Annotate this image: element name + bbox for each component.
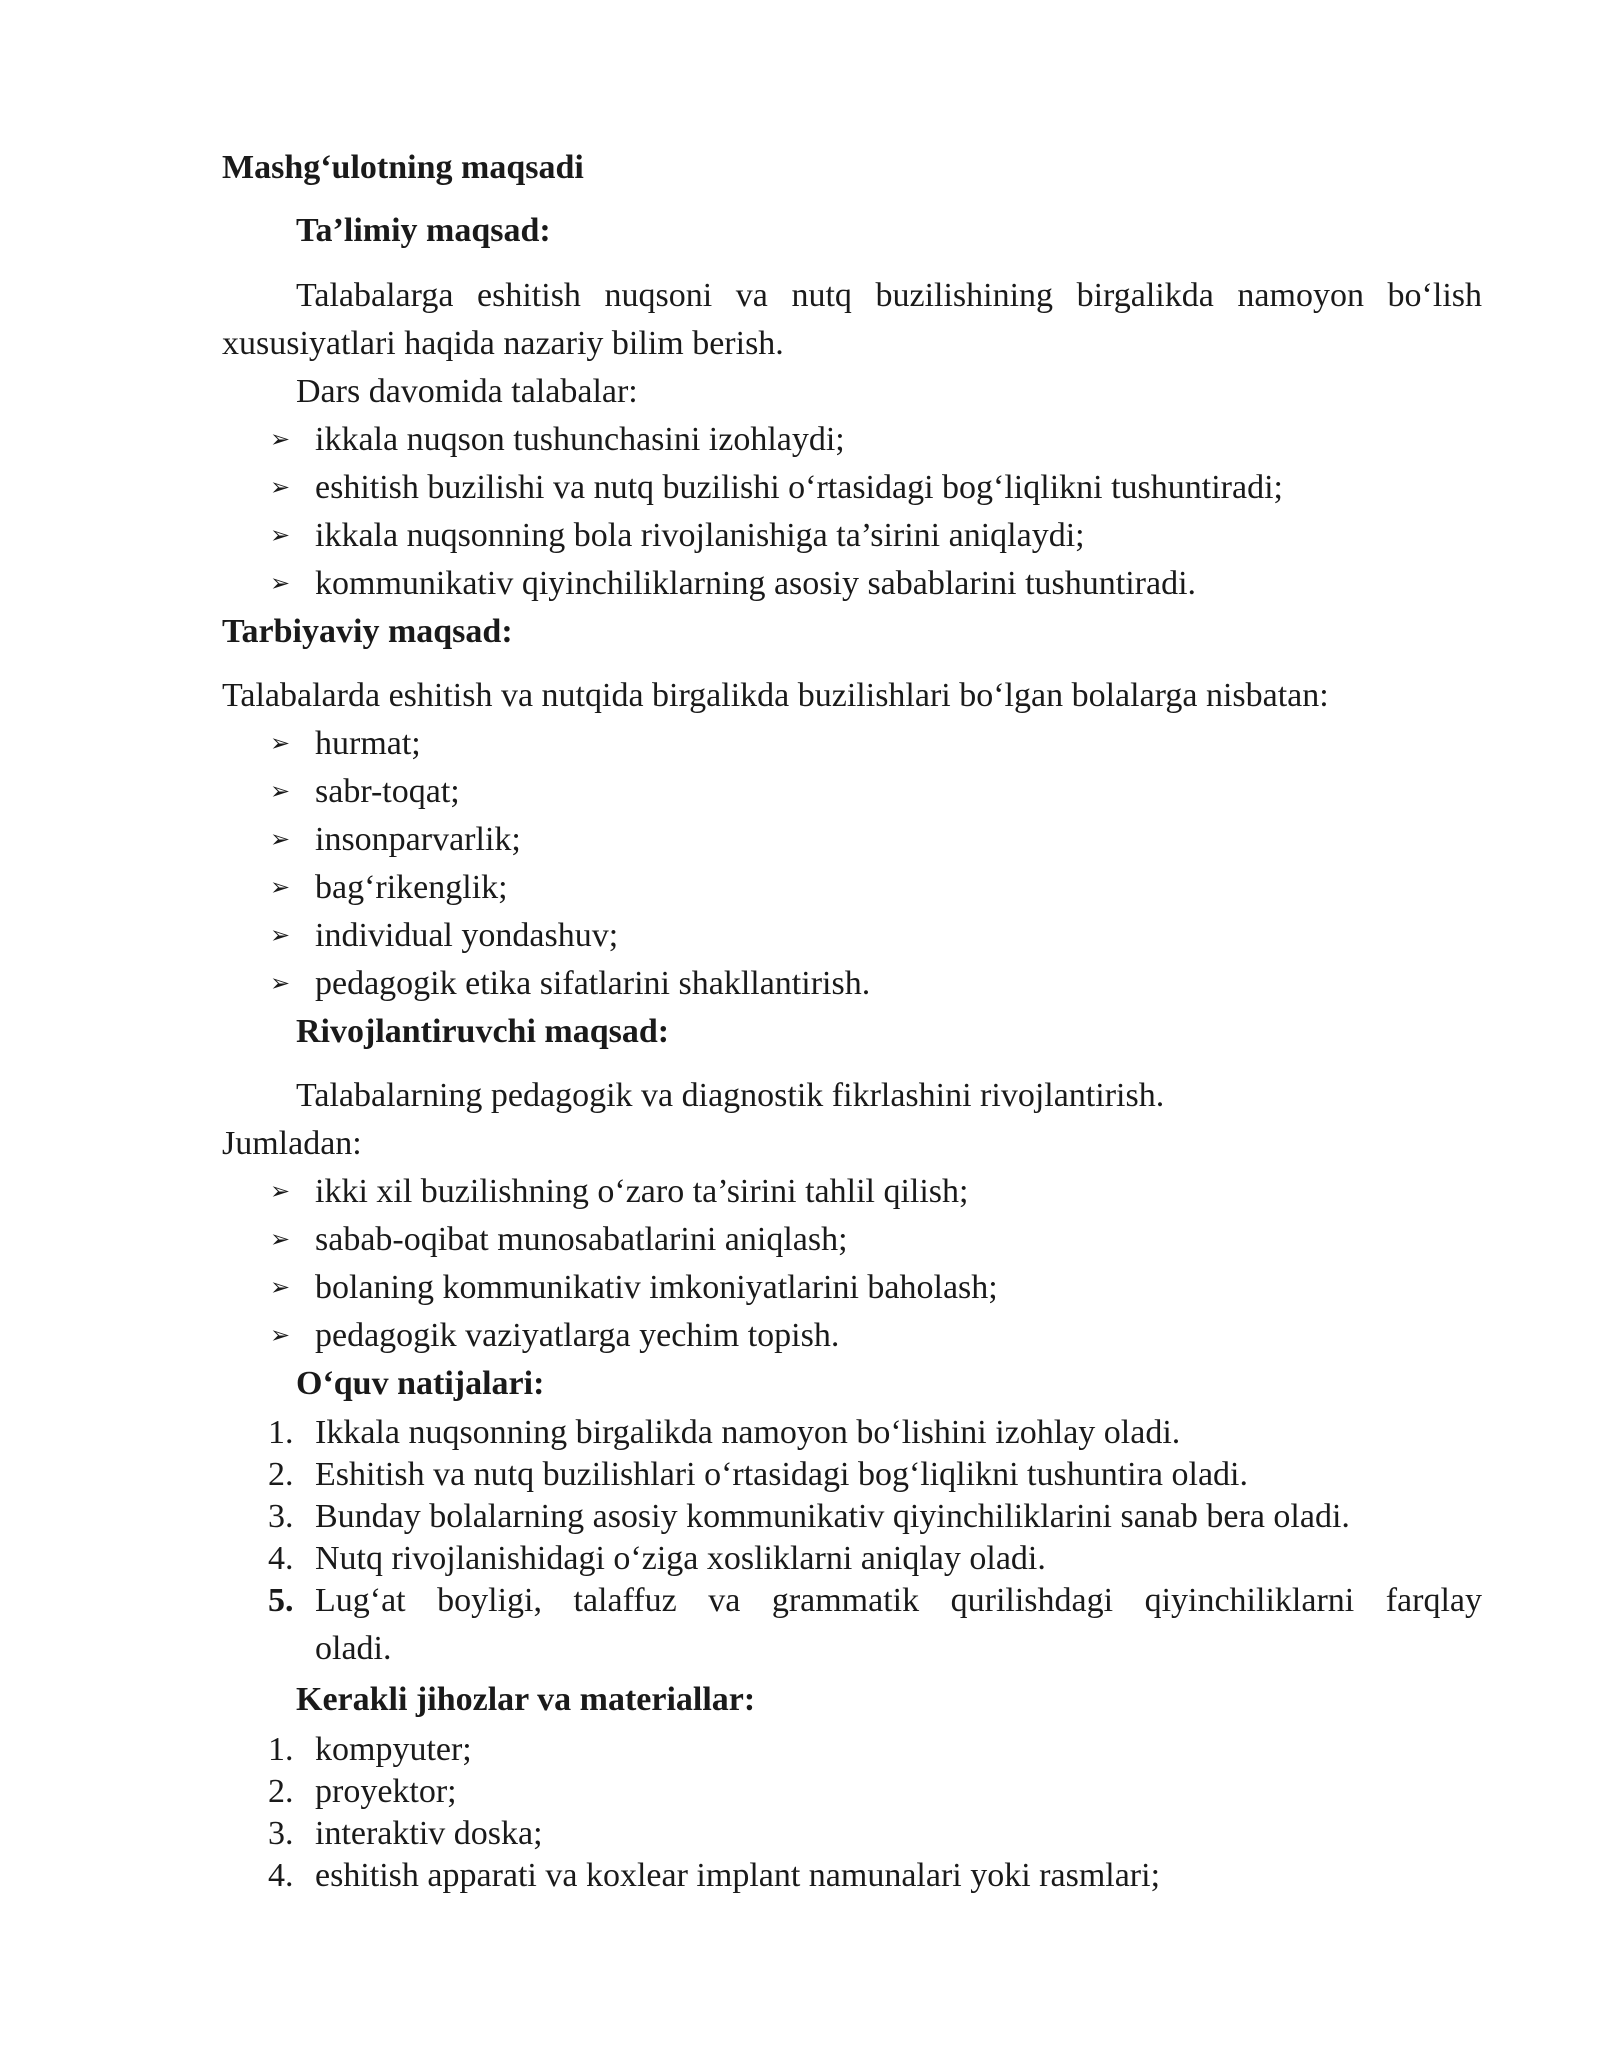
- list-item: kommunikativ qiyinchiliklarning asosiy sabablarini tushuntiradi.: [315, 565, 1197, 602]
- arrow-bullet-icon: ➢: [270, 475, 291, 501]
- list-item: sabr-toqat;: [315, 773, 460, 810]
- arrow-bullet-icon: ➢: [270, 427, 291, 453]
- list-item: sabab-oqibat munosabatlarini aniqlash;: [315, 1221, 848, 1258]
- arrow-bullet-icon: ➢: [270, 875, 291, 901]
- arrow-bullet-icon: ➢: [270, 779, 291, 805]
- rivojlantiruvchi-para: Talabalarning pedagogik va diagnostik fikrlashini rivojlantirish.: [296, 1077, 1165, 1114]
- list-item: insonparvarlik;: [315, 821, 521, 858]
- list-number: 2.: [268, 1773, 294, 1810]
- list-item: hurmat;: [315, 725, 421, 762]
- list-item: kompyuter;: [315, 1731, 472, 1768]
- list-item: ikki xil buzilishning o‘zaro ta’sirini tahlil qilish;: [315, 1173, 969, 1210]
- rivojlantiruvchi-heading: Rivojlantiruvchi maqsad:: [296, 1013, 670, 1050]
- list-item: pedagogik vaziyatlarga yechim topish.: [315, 1317, 840, 1354]
- list-item: Nutq rivojlanishidagi o‘ziga xosliklarni aniqlay oladi.: [315, 1540, 1046, 1577]
- list-item: bag‘rikenglik;: [315, 869, 508, 906]
- tarbiyaviy-intro: Talabalarda eshitish va nutqida birgalikda buzilishlari bo‘lgan bolalarga nisbatan:: [222, 677, 1329, 714]
- talimiy-para-line1: Talabalarga eshitish nuqsoni va nutq buzilishining birgalikda namoyon bo‘lish: [296, 277, 1482, 314]
- talimiy-heading: Ta’limiy maqsad:: [296, 212, 551, 249]
- talimiy-intro: Dars davomida talabalar:: [296, 373, 638, 410]
- list-item: individual yondashuv;: [315, 917, 619, 954]
- talimiy-para-line2: xususiyatlari haqida nazariy bilim berish.: [222, 325, 784, 362]
- arrow-bullet-icon: ➢: [270, 571, 291, 597]
- list-number: 2.: [268, 1456, 294, 1493]
- list-item: pedagogik etika sifatlarini shakllantirish.: [315, 965, 871, 1002]
- list-item: proyektor;: [315, 1773, 457, 1810]
- arrow-bullet-icon: ➢: [270, 1227, 291, 1253]
- rivojlantiruvchi-intro: Jumladan:: [222, 1125, 362, 1162]
- list-number: 1.: [268, 1414, 294, 1451]
- list-item: ikkala nuqsonning bola rivojlanishiga ta’sirini aniqlaydi;: [315, 517, 1085, 554]
- arrow-bullet-icon: ➢: [270, 1323, 291, 1349]
- tarbiyaviy-heading: Tarbiyaviy maqsad:: [222, 613, 513, 650]
- document-title: Mashg‘ulotning maqsadi: [222, 149, 584, 186]
- list-number: 1.: [268, 1731, 294, 1768]
- list-item: eshitish apparati va koxlear implant namunalari yoki rasmlari;: [315, 1857, 1161, 1894]
- jihozlar-heading: Kerakli jihozlar va materiallar:: [296, 1681, 756, 1718]
- list-number: 3.: [268, 1498, 294, 1535]
- arrow-bullet-icon: ➢: [270, 1179, 291, 1205]
- list-item: Bunday bolalarning asosiy kommunikativ qiyinchiliklarini sanab bera oladi.: [315, 1498, 1350, 1535]
- list-number: 4.: [268, 1857, 294, 1894]
- arrow-bullet-icon: ➢: [270, 731, 291, 757]
- list-item: eshitish buzilishi va nutq buzilishi o‘rtasidagi bog‘liqlikni tushuntiradi;: [315, 469, 1283, 506]
- list-item-continuation: oladi.: [315, 1630, 392, 1667]
- arrow-bullet-icon: ➢: [270, 523, 291, 549]
- arrow-bullet-icon: ➢: [270, 971, 291, 997]
- list-item: Ikkala nuqsonning birgalikda namoyon bo‘lishini izohlay oladi.: [315, 1414, 1181, 1451]
- natijalar-heading: O‘quv natijalari:: [296, 1365, 545, 1402]
- list-item: bolaning kommunikativ imkoniyatlarini baholash;: [315, 1269, 998, 1306]
- list-number: 5.: [268, 1582, 294, 1619]
- list-item: interaktiv doska;: [315, 1815, 543, 1852]
- list-item: Eshitish va nutq buzilishlari o‘rtasidagi bog‘liqlikni tushuntira oladi.: [315, 1456, 1248, 1493]
- list-item: ikkala nuqson tushunchasini izohlaydi;: [315, 421, 845, 458]
- arrow-bullet-icon: ➢: [270, 827, 291, 853]
- arrow-bullet-icon: ➢: [270, 1275, 291, 1301]
- arrow-bullet-icon: ➢: [270, 923, 291, 949]
- list-item: Lug‘at boyligi, talaffuz va grammatik qurilishdagi qiyinchiliklarni farqlay: [315, 1582, 1482, 1619]
- list-number: 4.: [268, 1540, 294, 1577]
- list-number: 3.: [268, 1815, 294, 1852]
